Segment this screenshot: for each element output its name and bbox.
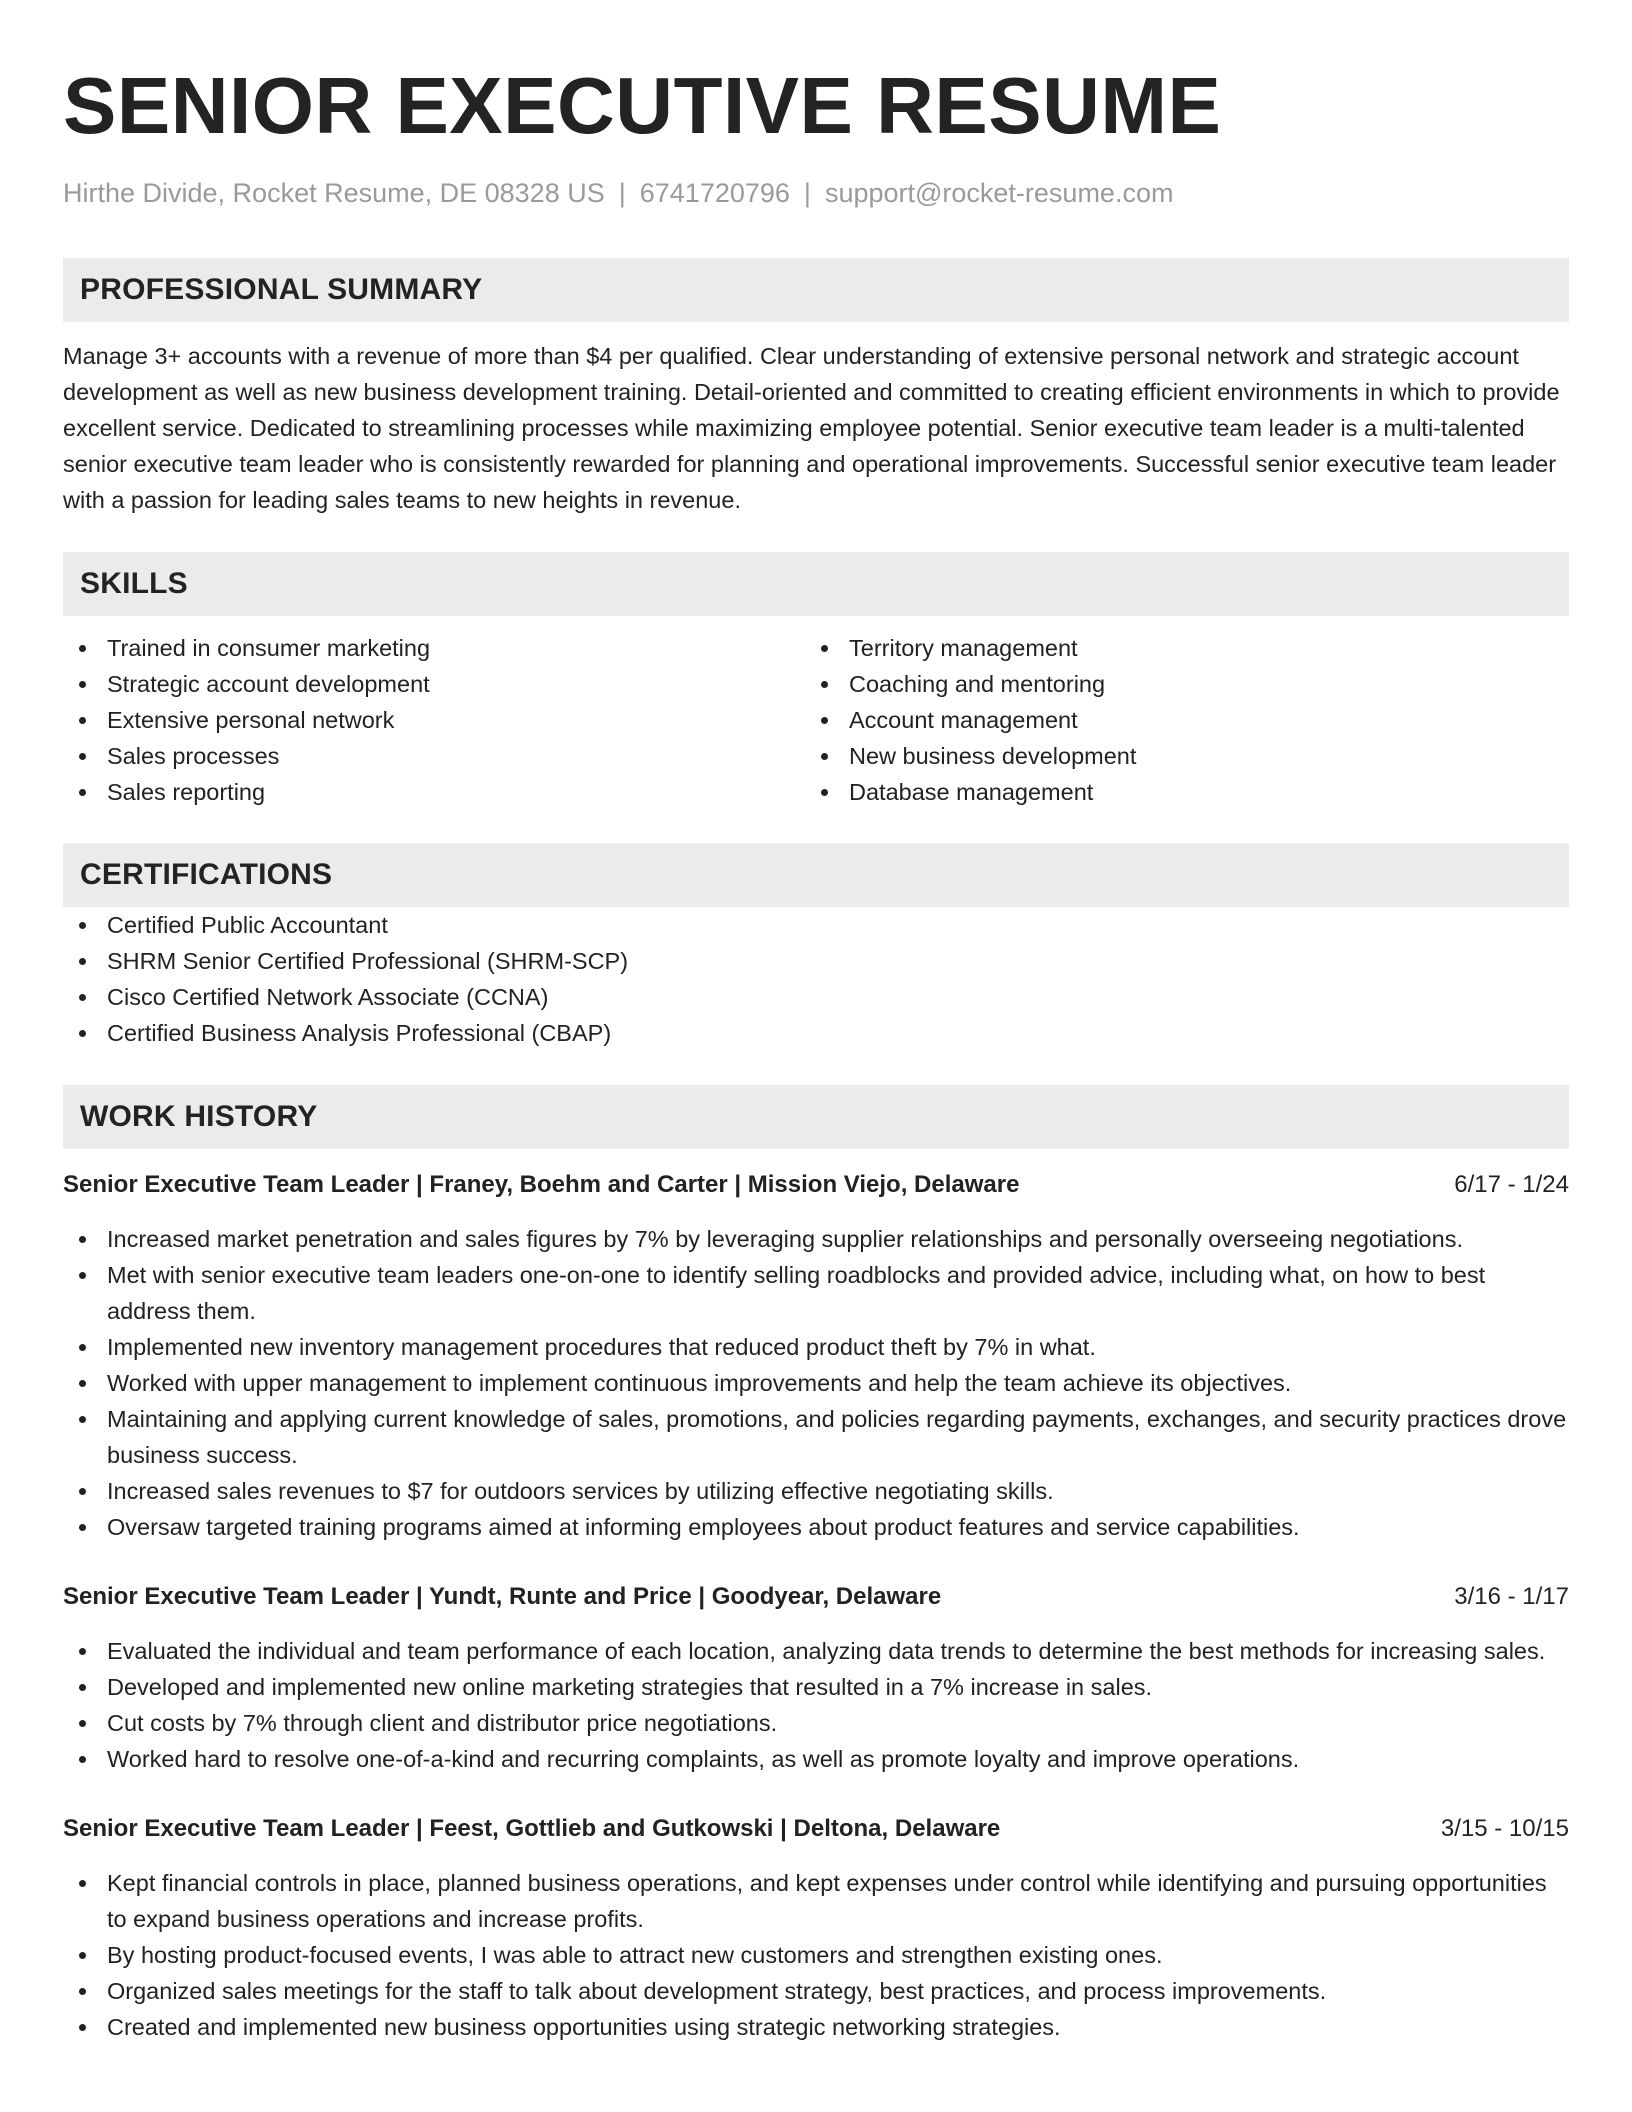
section-header-work-history: WORK HISTORY xyxy=(63,1085,1569,1149)
skills-list-right xyxy=(805,630,1547,810)
job-title-row xyxy=(63,1811,1569,1847)
job-bullet: Implemented new inventory management procedures that reduced product theft by 7% in what. xyxy=(63,1329,1569,1365)
job-entry xyxy=(63,1811,1569,2045)
section-header-skills: SKILLS xyxy=(63,552,1569,616)
skill-item: Territory management xyxy=(805,630,1547,666)
skill-item: Account management xyxy=(805,702,1547,738)
skill-item: Database management xyxy=(805,774,1547,810)
job-bullets xyxy=(63,1221,1569,1545)
section-header-summary: PROFESSIONAL SUMMARY xyxy=(63,258,1569,322)
job-bullet: Organized sales meetings for the staff to talk about development strategy, best practices, and process improvements. xyxy=(63,1973,1569,2009)
skill-item: Extensive personal network xyxy=(63,702,805,738)
certification-item: Certified Business Analysis Professional (CBAP) xyxy=(63,1015,1569,1051)
resume-title: SENIOR EXECUTIVE RESUME xyxy=(63,61,1222,150)
skill-item: Sales processes xyxy=(63,738,805,774)
contact-separator: | xyxy=(803,178,811,208)
job-bullet: Oversaw targeted training programs aimed at informing employees about product features and service capabilities. xyxy=(63,1509,1569,1545)
job-title: Senior Executive Team Leader | Yundt, Runte and Price | Goodyear, Delaware xyxy=(63,1583,942,1610)
job-dates: 6/17 - 1/24 xyxy=(1454,1171,1569,1198)
job-title: Senior Executive Team Leader | Franey, Boehm and Carter | Mission Viejo, Delaware xyxy=(63,1171,1020,1198)
skill-item: Sales reporting xyxy=(63,774,805,810)
job-entry xyxy=(63,1579,1569,1777)
skills-grid xyxy=(63,630,1569,810)
skill-item: New business development xyxy=(805,738,1547,774)
job-bullet: Evaluated the individual and team performance of each location, analyzing data trends to determine the best methods for increasing sales. xyxy=(63,1633,1569,1669)
certification-item: Certified Public Accountant xyxy=(63,907,1569,943)
contact-line xyxy=(63,176,1569,210)
certification-item: Cisco Certified Network Associate (CCNA) xyxy=(63,979,1569,1015)
job-title-row xyxy=(63,1167,1569,1203)
skills-list-left xyxy=(63,630,805,810)
job-title: Senior Executive Team Leader | Feest, Gottlieb and Gutkowski | Deltona, Delaware xyxy=(63,1815,1001,1842)
job-bullet: Cut costs by 7% through client and distributor price negotiations. xyxy=(63,1705,1569,1741)
job-bullet: Developed and implemented new online marketing strategies that resulted in a 7% increase in sales. xyxy=(63,1669,1569,1705)
certifications-list xyxy=(63,907,1569,1051)
job-bullet: By hosting product-focused events, I was able to attract new customers and strengthen existing ones. xyxy=(63,1937,1569,1973)
job-bullet: Met with senior executive team leaders one-on-one to identify selling roadblocks and provided advice, including what, on how to best address them. xyxy=(63,1257,1569,1329)
contact-separator: | xyxy=(618,178,626,208)
job-bullet: Worked with upper management to implement continuous improvements and help the team achieve its objectives. xyxy=(63,1365,1569,1401)
job-bullet: Maintaining and applying current knowledge of sales, promotions, and policies regarding payments, exchanges, and security practices drove business success. xyxy=(63,1401,1569,1473)
job-dates: 3/16 - 1/17 xyxy=(1454,1583,1569,1610)
section-header-certifications: CERTIFICATIONS xyxy=(63,843,1569,907)
contact-email: support@rocket-resume.com xyxy=(824,178,1174,208)
job-title-row xyxy=(63,1579,1569,1615)
job-bullet: Created and implemented new business opportunities using strategic networking strategies. xyxy=(63,2009,1569,2045)
contact-address: Hirthe Divide, Rocket Resume, DE 08328 US xyxy=(63,178,605,208)
job-bullet: Increased market penetration and sales figures by 7% by leveraging supplier relationships and personally overseeing negotiations. xyxy=(63,1221,1569,1257)
job-entry xyxy=(63,1167,1569,1545)
summary-text: Manage 3+ accounts with a revenue of more than $4 per qualified. Clear understanding of extensive personal network and strategic account development as well as new business development training. Detail-oriented and committed to creating efficient environments in which to provide excellent service. Dedicated to streamlining processes while maximizing employee potential. Senior executive team leader is a multi-talented senior executive team leader who is consistently rewarded for planning and operational improvements. Successful senior executive team leader with a passion for leading sales teams to new heights in revenue. xyxy=(63,343,1560,513)
job-dates: 3/15 - 10/15 xyxy=(1440,1815,1569,1842)
job-bullets xyxy=(63,1633,1569,1777)
job-bullet: Increased sales revenues to $7 for outdoors services by utilizing effective negotiating skills. xyxy=(63,1473,1569,1509)
job-bullets xyxy=(63,1865,1569,2045)
certification-item: SHRM Senior Certified Professional (SHRM-SCP) xyxy=(63,943,1569,979)
skill-item: Trained in consumer marketing xyxy=(63,630,805,666)
skill-item: Strategic account development xyxy=(63,666,805,702)
skill-item: Coaching and mentoring xyxy=(805,666,1547,702)
job-bullet: Worked hard to resolve one-of-a-kind and recurring complaints, as well as promote loyalty and improve operations. xyxy=(63,1741,1569,1777)
job-bullet: Kept financial controls in place, planned business operations, and kept expenses under control while identifying and pursuing opportunities to expand business operations and increase profits. xyxy=(63,1865,1569,1937)
contact-phone: 6741720796 xyxy=(639,178,790,208)
